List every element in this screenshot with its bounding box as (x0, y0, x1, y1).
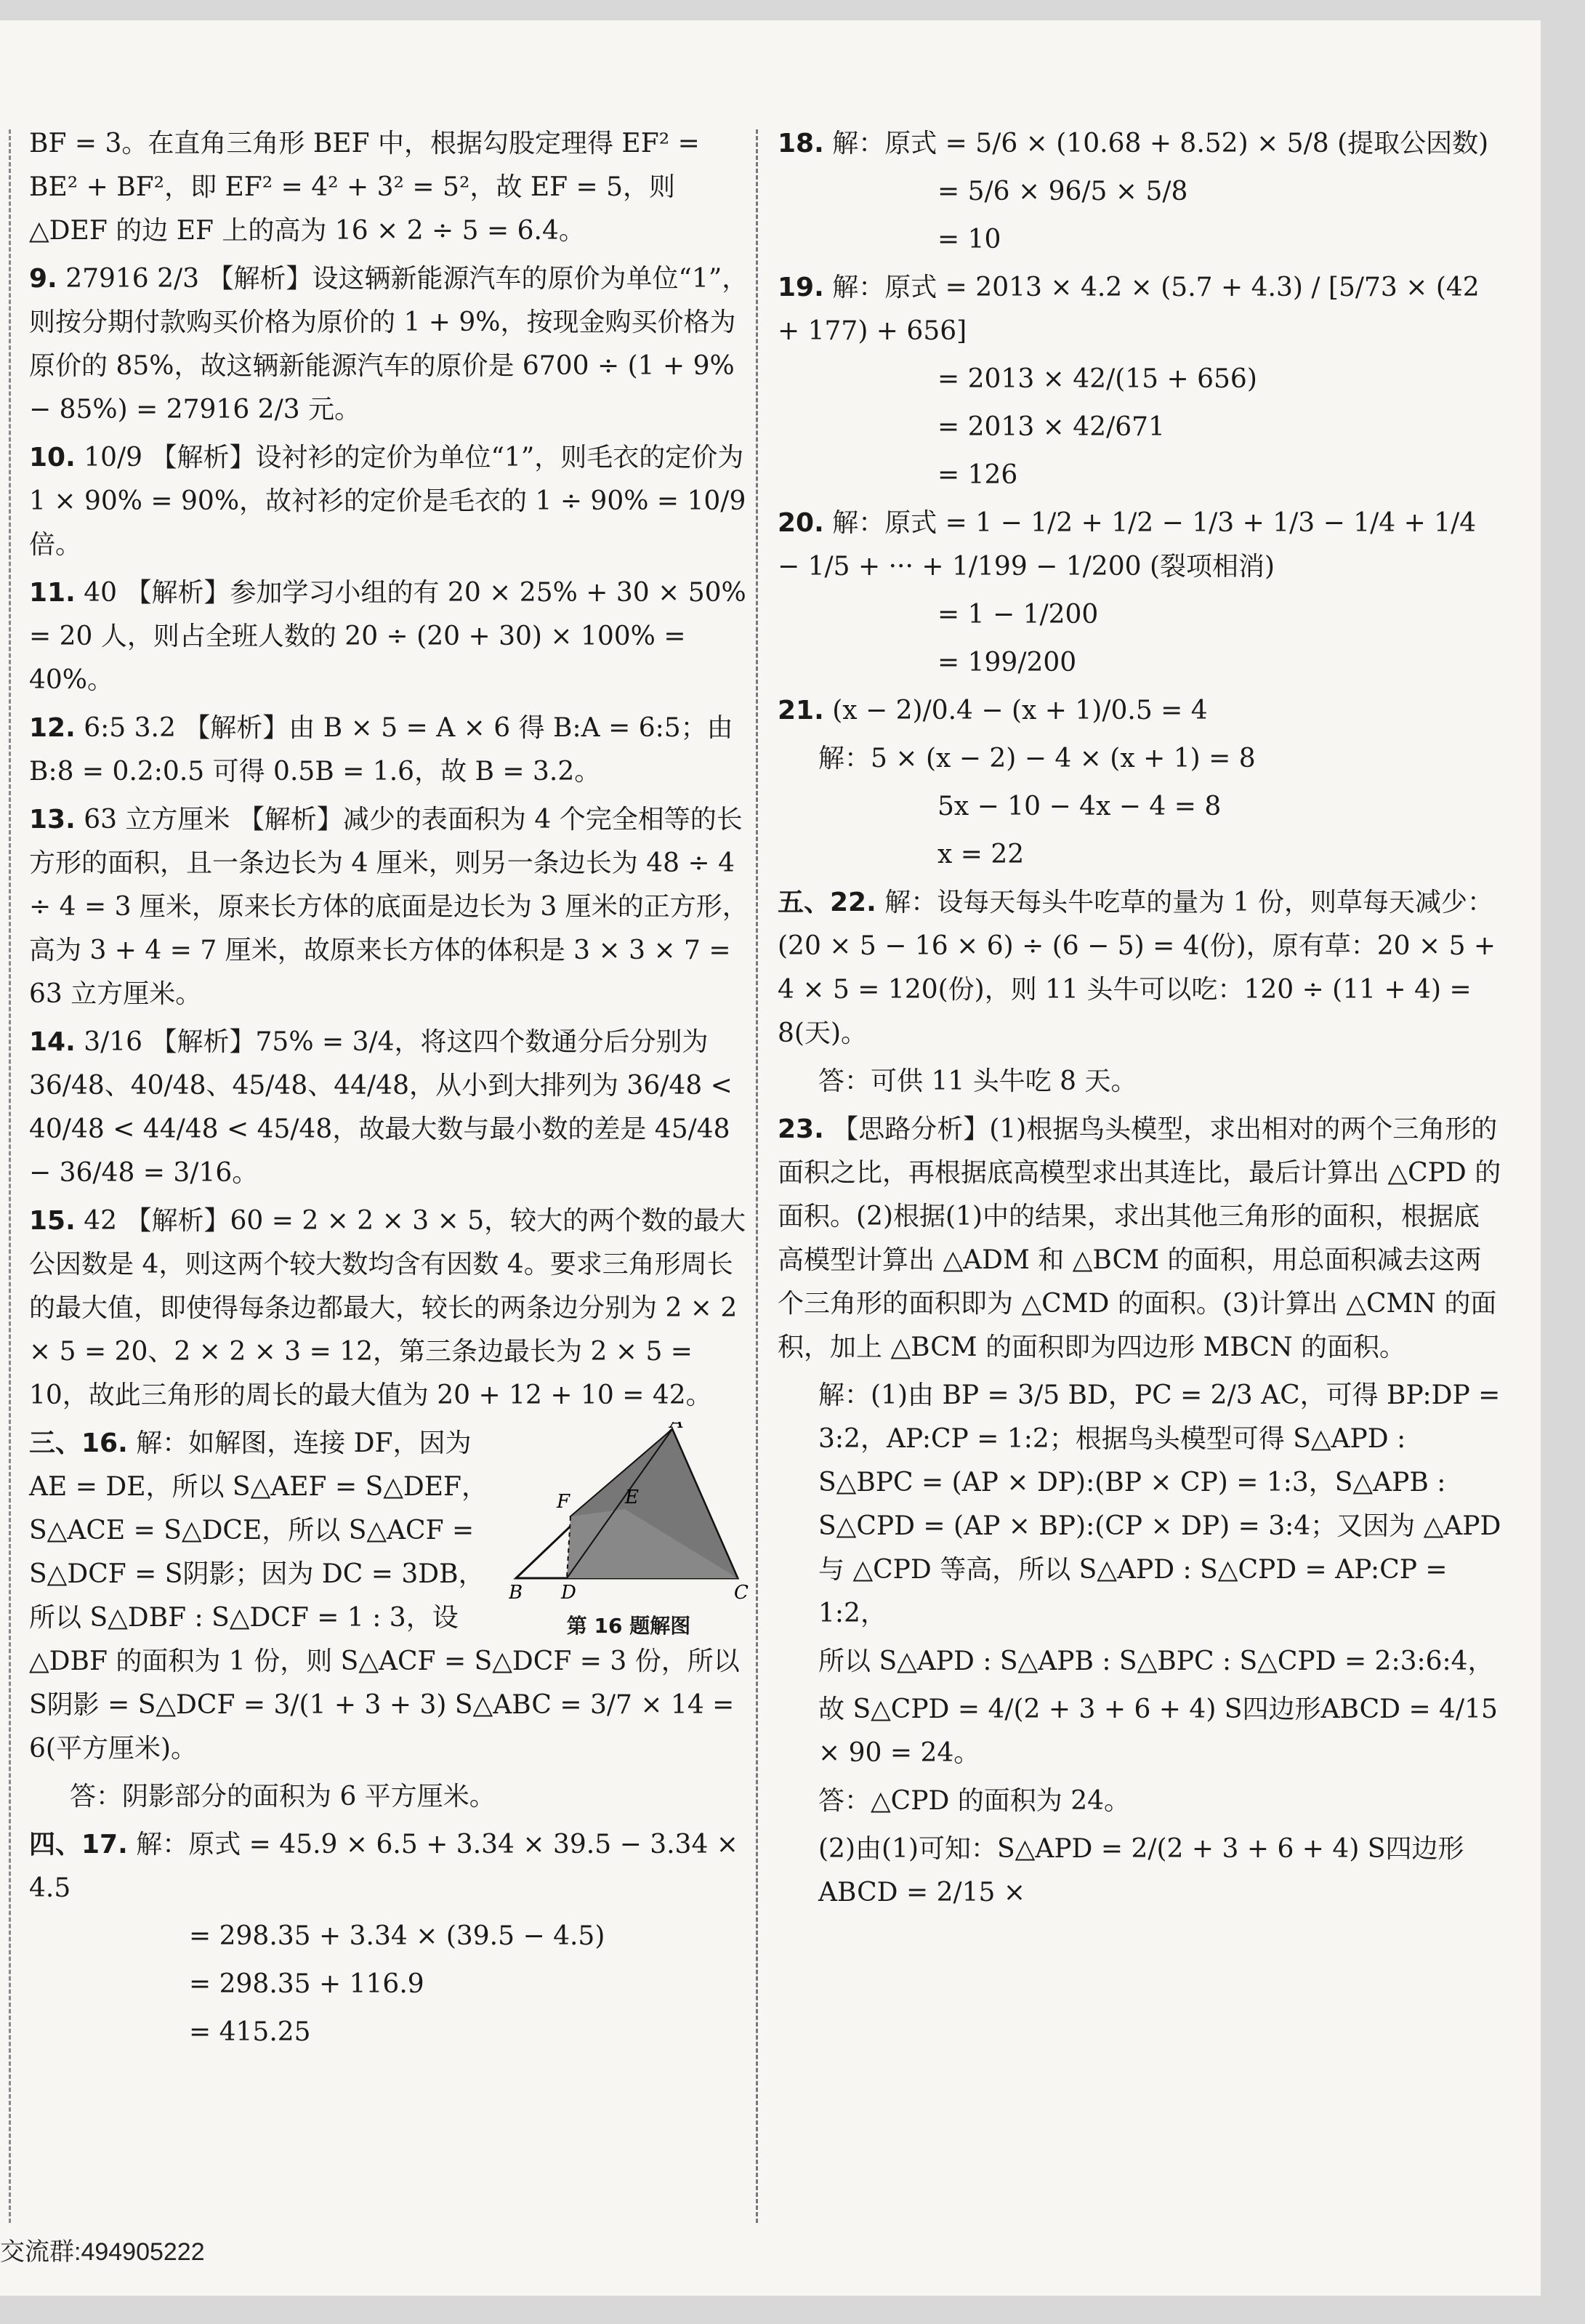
answer-14: 14. 3/16 【解析】75% = 3/4，将这四个数通分后分别为 36/48、40/48、45/48、44/48，从小到大排列为 36/48 < 40/48 < 44/48 < 45/48，故最大数与最小数的差是 45/48 − 36/48 = 3/16。 (29, 1027, 733, 1188)
answer-23-analysis: 23. 【思路分析】(1)根据鸟头模型，求出相对的两个三角形的面积之比，再根据底高模型求出其连比，最后计算出 △CPD 的面积。(2)根据(1)中的结果，求出其他三角形的面积，根据底高模型计算出 △ADM 和 △BCM 的面积，用总面积减去这两个三角形的面积即为 △CMD 的面积。(3)计算出 △CMN 的面积，加上 △BCM 的面积即为四边形 MBCN 的面积。 (778, 1114, 1501, 1362)
column-divider (756, 129, 758, 2223)
svg-text:A: A (670, 1422, 684, 1433)
svg-text:F: F (557, 1491, 570, 1513)
answer-13: 13. 63 立方厘米 【解析】减少的表面积为 4 个完全相等的长方形的面积，且一条边长为 4 厘米，则另一条边长为 48 ÷ 4 ÷ 4 = 3 厘米，原来长方体的底面是边长为 3 厘米的正方形，高为 3 + 4 = 7 厘米，故原来长方体的体积是 3 × 3 × 7 = 63 立方厘米。 (29, 805, 749, 1009)
answer-10: 10. 10/9 【解析】设衬衫的定价为单位“1”，则毛衣的定价为 1 × 90% = 90%，故衬衫的定价是毛衣的 1 ÷ 90% = 10/9 倍。 (29, 443, 746, 560)
answer-17: 四、17. 解：原式 = 45.9 × 6.5 + 3.34 × 39.5 − 3.34 × 4.5 (29, 1830, 738, 1903)
answer-23-area: 故 S△CPD = 4/(2 + 3 + 6 + 4) S四边形ABCD = 4/15 × 90 = 24。 (818, 1694, 1498, 1768)
answer-20-result: = 199/200 (937, 648, 1077, 678)
answer-18: 18. 解：原式 = 5/6 × (10.68 + 8.52) × 5/8 (提取公因数) (778, 129, 1489, 158)
answer-12: 12. 6:5 3.2 【解析】由 B × 5 = A × 6 得 B:A = 6:5；由 B:8 = 0.2:0.5 可得 0.5B = 1.6，故 B = 3.2。 (29, 713, 733, 787)
answer-18-result: = 10 (937, 225, 1001, 254)
answer-17-step-3: = 298.35 + 116.9 (189, 1969, 424, 1999)
answer-19-step-2: = 2013 × 42/(15 + 656) (937, 364, 1257, 394)
answer-16: 三、16. 解：如解图，连接 DF，因为 AE = DE，所以 S△AEF = S△DEF，S△ACE = S△DCE，所以 S△ACF = S△DCF = S阴影；因为 DC = 3DB，所以 S△DBF : S△DCF = 1 : 3，设 △DBF 的面积为 1 份，则 S△ACF = S△DCF = 3 份，所以 S阴影 = S△DCF = 3/(1 + 3 + 3) S△ABC = 3/7 × 14 = 6(平方厘米)。 (29, 1428, 740, 1764)
answer-21-step-2: 5x − 10 − 4x − 4 = 8 (937, 792, 1222, 821)
problem-16-figure (509, 1422, 749, 1638)
answer-21: 21. (x − 2)/0.4 − (x + 1)/0.5 = 4 (778, 696, 1208, 725)
answer-15: 15. 42 【解析】60 = 2 × 2 × 3 × 5，较大的两个数的最大公因数是 4，则这两个较大数均含有因数 4。要求三角形周长的最大值，即使得每条边都最大，较长的两条边分别为 2 × 2 × 5 = 20、2 × 2 × 3 = 12，第三条边最长为 2 × 5 = 10，故此三角形的周长的最大值为 20 + 12 + 10 = 42。 (29, 1206, 746, 1410)
right-column (778, 122, 1504, 1919)
triangle-diagram (509, 1422, 749, 1600)
answer-20: 20. 解：原式 = 1 − 1/2 + 1/2 − 1/3 + 1/3 − 1/4 + 1/4 − 1/5 + ··· + 1/199 − 1/200 (裂项相消) (778, 508, 1477, 582)
answer-19-result: = 126 (937, 460, 1018, 490)
answer-21-result: x = 22 (937, 840, 1025, 869)
figure-caption: 第 16 题解图 (566, 1614, 691, 1638)
svg-text:D: D (561, 1582, 576, 1600)
margin-dashed-line (9, 129, 11, 2223)
answer-23-ratio: 所以 S△APD : S△APB : S△BPC : S△CPD = 2:3:6:4， (818, 1646, 1494, 1676)
answer-19: 19. 解：原式 = 2013 × 4.2 × (5.7 + 4.3) / [5/73 × (42 + 177) + 656] (778, 273, 1480, 346)
answer-11: 11. 40 【解析】参加学习小组的有 20 × 25% + 30 × 50% = 20 人，则占全班人数的 20 ÷ (20 + 30) × 100% = 40%。 (29, 578, 746, 695)
answer-22-conclusion: 答：可供 11 头牛吃 8 天。 (818, 1066, 1137, 1096)
answer-20-step-2: = 1 − 1/200 (937, 600, 1099, 630)
left-column (29, 122, 749, 2059)
answer-17-step-2: = 298.35 + 3.34 × (39.5 − 4.5) (189, 1921, 605, 1951)
answer-22: 五、22. 解：设每天每头牛吃草的量为 1 份，则草每天减少：(20 × 5 − 16 × 6) ÷ (6 − 5) = 4(份)，原有草：20 × 5 + 4 × 5 = 120(份)，则 11 头牛可以吃：120 ÷ (11 + 4) = 8(天)。 (778, 888, 1496, 1048)
answer-page (0, 20, 1541, 2296)
svg-text:B: B (509, 1582, 523, 1600)
svg-text:C: C (734, 1582, 749, 1600)
answer-8-continued: BF = 3。在直角三角形 BEF 中，根据勾股定理得 EF² = BE² + BF²，即 EF² = 4² + 3² = 5²，故 EF = 5，则 △DEF 的边 EF 上的高为 16 × 2 ÷ 5 = 6.4。 (29, 129, 700, 246)
answer-21-step-1: 解：5 × (x − 2) − 4 × (x + 1) = 8 (818, 744, 1256, 773)
answer-19-step-3: = 2013 × 42/671 (937, 412, 1165, 442)
answer-18-step-2: = 5/6 × 96/5 × 5/8 (937, 177, 1188, 206)
svg-text:E: E (625, 1487, 639, 1508)
answer-23-part-2: (2)由(1)可知：S△APD = 2/(2 + 3 + 6 + 4) S四边形ABCD = 2/15 × (818, 1834, 1464, 1907)
answer-16-conclusion: 答：阴影部分的面积为 6 平方厘米。 (70, 1782, 496, 1812)
footer-group-number: 交流群:494905222 (0, 2238, 205, 2266)
answer-9: 9. 27916 2/3 【解析】设这辆新能源汽车的原价为单位“1”，则按分期付款购买价格为原价的 1 + 9%，按现金购买价格为原价的 85%，故这辆新能源汽车的原价是 6700 ÷ (1 + 9% − 85%) = 27916 2/3 元。 (29, 264, 749, 425)
answer-23-part-1: 解：(1)由 BP = 3/5 BD，PC = 2/3 AC，可得 BP:DP = 3:2，AP:CP = 1:2；根据鸟头模型可得 S△APD : S△BPC = (AP × DP):(BP × CP) = 1:3，S△APB : S△CPD = (AP × BP):(CP × DP) = 3:4；又因为 △APD 与 △CPD 等高，所以 S△APD : S△CPD = AP:CP = 1:2， (818, 1380, 1501, 1628)
answer-23-conclusion: 答：△CPD 的面积为 24。 (818, 1786, 1131, 1816)
answer-17-result: = 415.25 (189, 2017, 311, 2047)
